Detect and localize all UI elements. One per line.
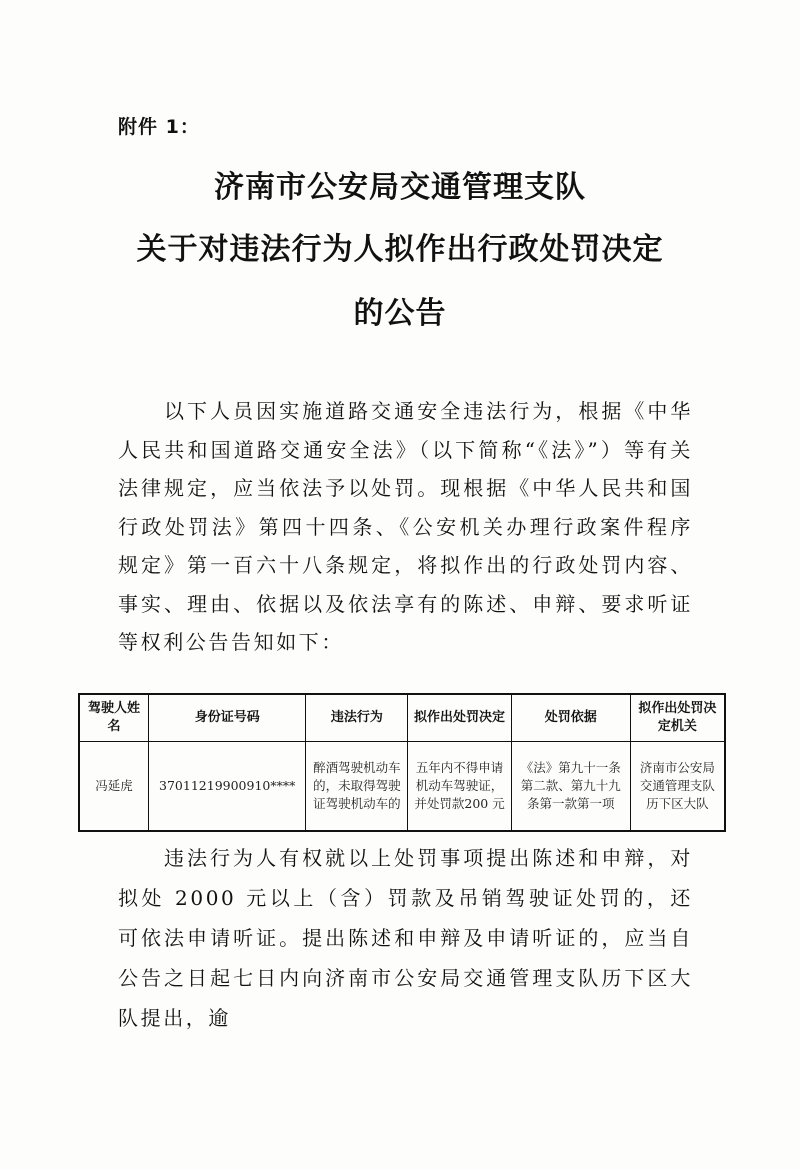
intro-paragraph-text: 以下人员因实施道路交通安全违法行为，根据《中华人民共和国道路交通安全法》（以下简称“《法》”）等有关法律规定，应当依法予以处罚。现根据《中华人民共和国行政处罚法》第四十四条、《公安机关办理行政案件程序规定》第一百六十八条规定，将拟作出的行政处罚内容、事实、理由、依据以及依法享有的陈述、申辩、要求听证等权利公告告知如下： xyxy=(118,399,693,654)
rights-paragraph xyxy=(118,838,693,1038)
cell-basis: 《法》第九十一条第二款、第九十九条第一款第一项 xyxy=(511,742,630,832)
header-decision: 拟作出处罚决定 xyxy=(408,694,511,742)
table-header-row xyxy=(79,694,725,742)
title-line-1: 济南市公安局交通管理支队 xyxy=(214,170,586,205)
title-line-3: 的公告 xyxy=(353,296,447,331)
header-authority: 拟作出处罚决定机关 xyxy=(630,694,725,742)
intro-paragraph xyxy=(118,392,693,662)
header-basis: 处罚依据 xyxy=(511,694,630,742)
attachment-label: 附件 1： xyxy=(118,116,200,138)
cell-authority: 济南市公安局交通管理支队历下区大队 xyxy=(630,742,725,832)
cell-id-number: 37011219900910**** xyxy=(149,742,306,832)
cell-decision: 五年内不得申请机动车驾驶证，并处罚款200 元 xyxy=(408,742,511,832)
cell-driver-name: 冯延虎 xyxy=(79,742,149,832)
table-row xyxy=(79,742,725,832)
header-driver-name: 驾驶人姓名 xyxy=(79,694,149,742)
title-line-2: 关于对违法行为人拟作出行政处罚决定 xyxy=(136,232,664,267)
cell-violation: 醉酒驾驶机动车的，未取得驾驶证驾驶机动车的 xyxy=(306,742,408,832)
header-violation: 违法行为 xyxy=(306,694,408,742)
header-id-number: 身份证号码 xyxy=(149,694,306,742)
penalty-table xyxy=(78,693,726,832)
rights-paragraph-text: 违法行为人有权就以上处罚事项提出陈述和申辩，对拟处 2000 元以上（含）罚款及吊销驾驶证处罚的，还可依法申请听证。提出陈述和申辩及申请听证的，应当自公告之日起七日内向济南市公安局交通管理支队历下区大队提出，逾 xyxy=(118,846,693,1030)
